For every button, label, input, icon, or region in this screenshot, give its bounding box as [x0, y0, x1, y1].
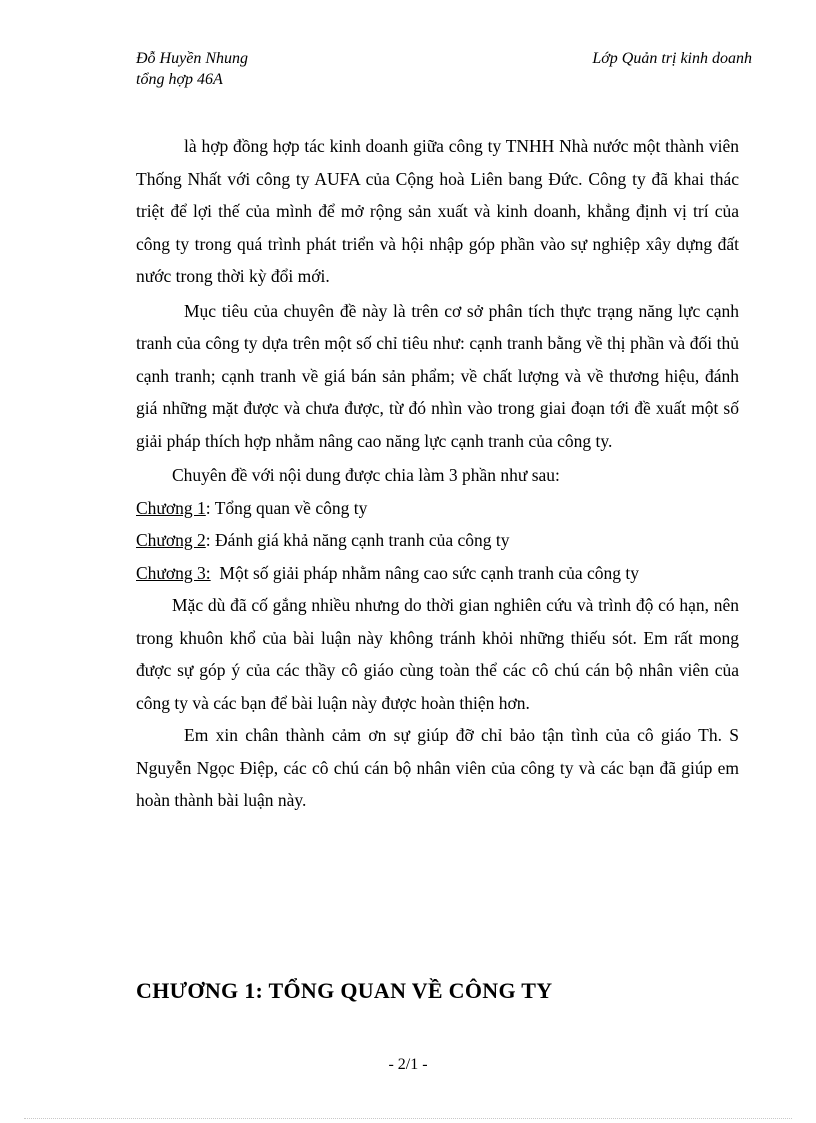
chapter-label: Chương 2: [136, 530, 206, 550]
paragraph-objective: Mục tiêu của chuyên đề này là trên cơ sở phân tích thực trạng năng lực cạnh tranh của công ty dựa trên một số chỉ tiêu như: cạnh tranh bằng về thị phần và đối thủ cạnh tranh; cạnh tranh về giá bán sản phẩm; về chất lượng và về thương hiệu, đánh giá những mặt được và chưa được, từ đó nhìn vào trong giai đoạn tới đề xuất một số giải pháp thích hợp nhằm nâng cao năng lực cạnh tranh của công ty.: [136, 300, 739, 451]
paragraph-structure: Chuyên đề với nội dung được chia làm 3 phần như sau:: [172, 465, 560, 485]
chapter-heading: CHƯƠNG 1: TỔNG QUAN VỀ CÔNG TY: [136, 978, 553, 1003]
page-number: - 2/1 -: [388, 1056, 428, 1073]
chapter-separator: :: [205, 530, 216, 550]
header-department: Lớp Quản trị kinh doanh: [592, 50, 752, 67]
document-body: [136, 130, 739, 817]
header-author: Đỗ Huyền Nhung: [136, 50, 248, 67]
page-header-right: [592, 48, 752, 69]
chapter-title: Một số giải pháp nhằm nâng cao sức cạnh tranh của công ty: [219, 562, 640, 583]
paragraph-acknowledgement-intro: Mặc dù đã cố gắng nhiều nhưng do thời gian nghiên cứu và trình độ có hạn, nên trong khuôn khổ của bài luận này không tránh khỏi những thiếu sót. Em rất mong được sự góp ý của các thầy cô giáo cùng toàn thể các cô chú cán bộ nhân viên của công ty và các bạn để bài luận này được hoàn thiện hơn.: [136, 595, 739, 713]
chapter-label: Chương 1: [136, 497, 206, 518]
chapter-label: Chương 3:: [136, 562, 211, 583]
paragraph-thanks: Em xin chân thành cảm ơn sự giúp đỡ chỉ bảo tận tình của cô giáo Th. S Nguyễn Ngọc Điệp, các cô chú cán bộ nhân viên của công ty và các bạn đã giúp em hoàn thành bài luận này.: [136, 725, 739, 810]
header-class: tổng hợp 46A: [136, 71, 223, 88]
chapter-item-3: [136, 557, 739, 590]
page-header-left: [136, 48, 248, 90]
chapter-title: Tổng quan về công ty: [214, 497, 368, 518]
paragraph-intro: là hợp đồng hợp tác kinh doanh giữa công ty TNHH Nhà nước một thành viên Thống Nhất với công ty AUFA của Cộng hoà Liên bang Đức. Công ty đã khai thác triệt để lợi thế của mình để mở rộng sản xuất và kinh doanh, khẳng định vị trí của công ty trong quá trình phát triển và hội nhập góp phần vào sự nghiệp xây dựng đất nước trong thời kỳ đổi mới.: [136, 136, 739, 286]
chapter-separator: :: [205, 497, 215, 518]
chapter-title: Đánh giá khả năng cạnh tranh của công ty: [215, 530, 510, 550]
chapter-item-1: [136, 492, 739, 525]
chapter-item-2: [136, 524, 739, 557]
page-bottom-divider: [24, 1118, 792, 1119]
